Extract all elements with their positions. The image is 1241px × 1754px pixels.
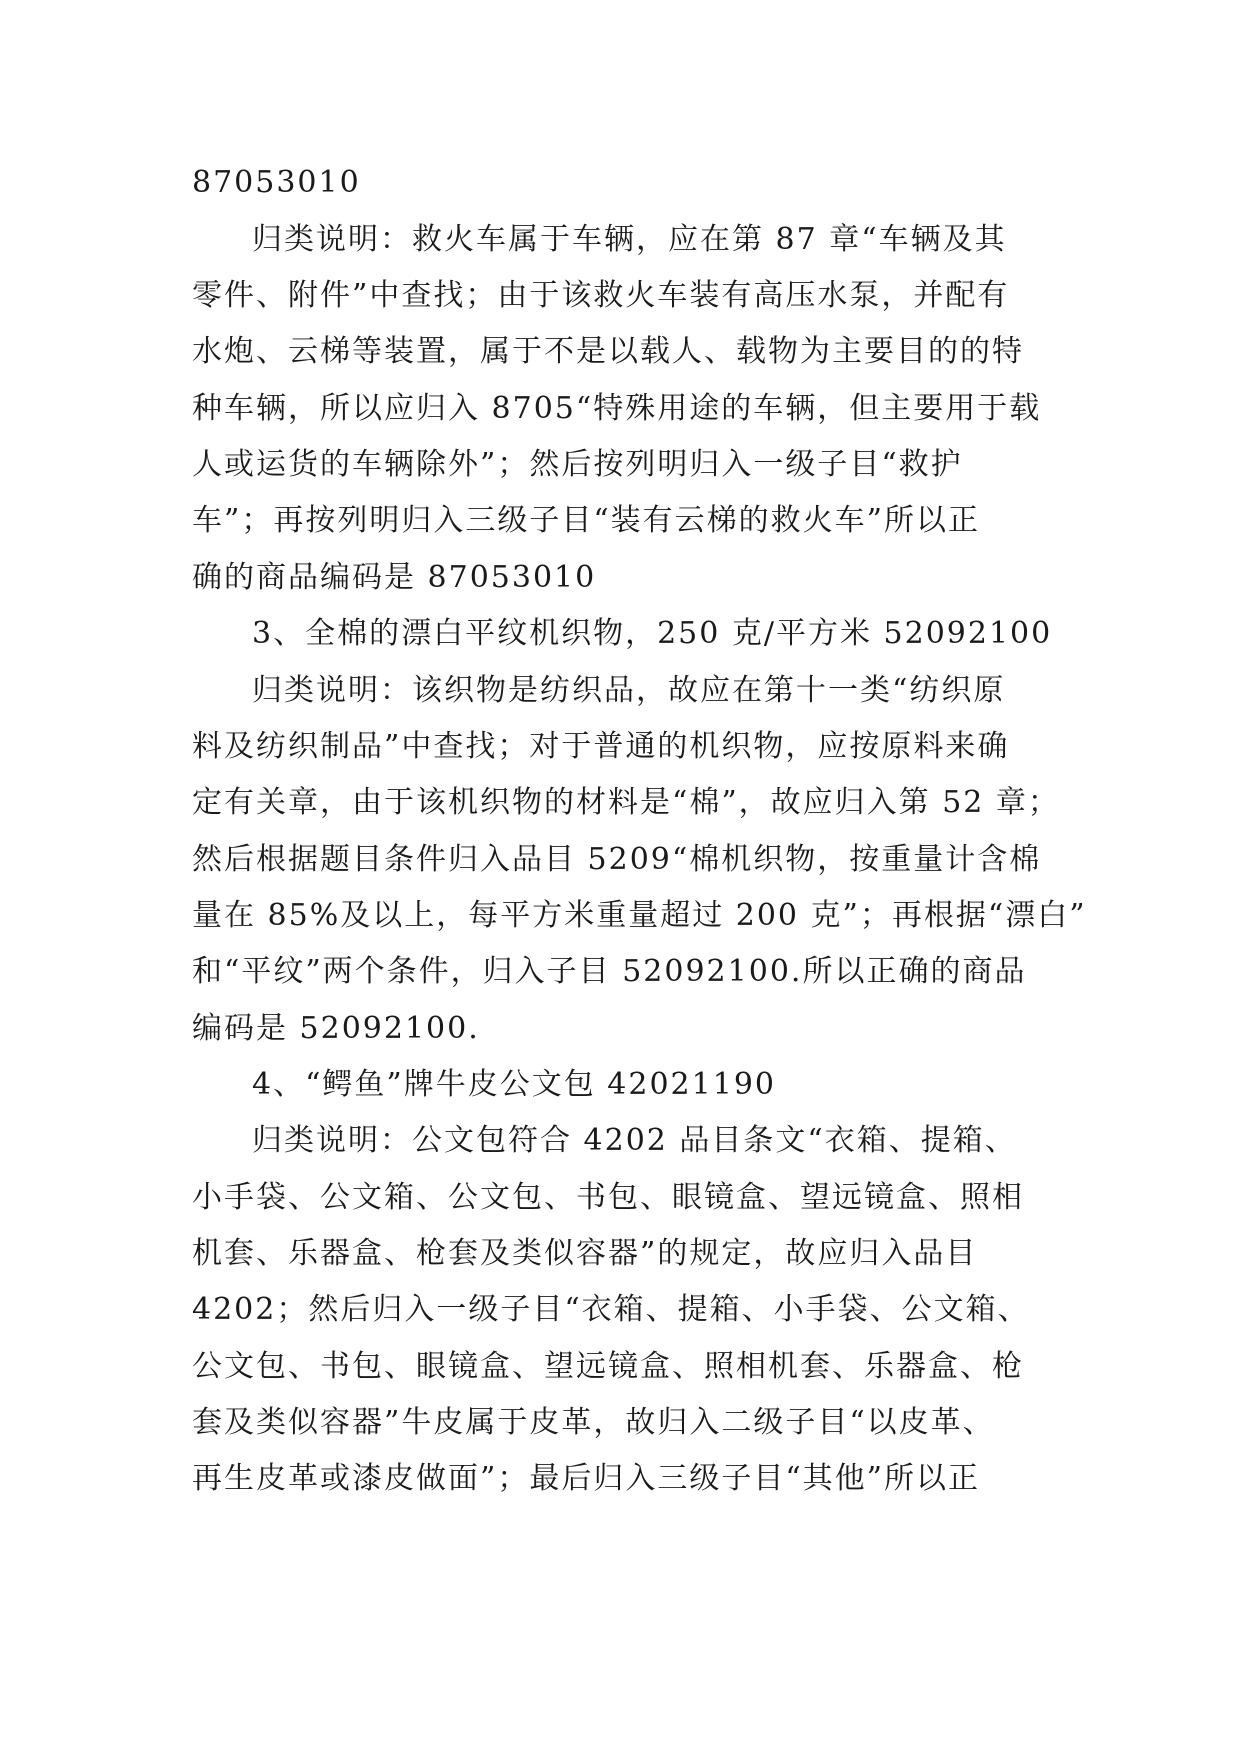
text-line: 归类说明：公文包符合 4202 品目条文“衣箱、提箱、	[252, 1123, 1017, 1158]
text-line: 确的商品编码是 87053010	[192, 560, 597, 595]
text-line: 然后根据题目条件归入品目 5209“棉机织物，按重量计含棉	[192, 842, 1042, 877]
text-line: 再生皮革或漆皮做面”；最后归入三级子目“其他”所以正	[192, 1461, 981, 1496]
text-line: 套及类似容器”牛皮属于皮革，故归入二级子目“以皮革、	[192, 1405, 995, 1440]
text-line: 料及纺织制品”中查找；对于普通的机织物，应按原料来确	[192, 729, 1010, 764]
text-line: 车”；再按列明归入三级子目“装有云梯的救火车”所以正	[192, 503, 981, 538]
text-line: 和“平纹”两个条件，归入子目 52092100.所以正确的商品	[192, 954, 1027, 989]
text-line: 编码是 52092100.	[192, 1011, 480, 1046]
text-line: 零件、附件”中查找；由于该救火车装有高压水泵，并配有	[192, 278, 1010, 313]
text-line: 3、全棉的漂白平纹机织物，250 克/平方米 52092100	[252, 616, 1053, 651]
text-line: 归类说明：救火车属于车辆，应在第 87 章“车辆及其	[252, 222, 1007, 257]
text-line: 归类说明：该织物是纺织品，故应在第十一类“纺织原	[252, 673, 1006, 708]
text-line: 人或运货的车辆除外”；然后按列明归入一级子目“救护	[192, 447, 963, 482]
text-line: 水炮、云梯等装置，属于不是以载人、载物为主要目的的特	[192, 334, 1024, 369]
text-line: 87053010	[192, 165, 361, 200]
text-line: 4、“鳄鱼”牌牛皮公文包 42021190	[252, 1067, 776, 1102]
text-line: 机套、乐器盒、枪套及类似容器”的规定，故应归入品目	[192, 1236, 978, 1271]
text-line: 小手袋、公文箱、公文包、书包、眼镜盒、望远镜盒、照相	[192, 1180, 1024, 1215]
text-line: 公文包、书包、眼镜盒、望远镜盒、照相机套、乐器盒、枪	[192, 1349, 1024, 1384]
text-line: 定有关章，由于该机织物的材料是“棉”，故应归入第 52 章；	[192, 785, 1060, 820]
text-line: 量在 85%及以上，每平方米重量超过 200 克”；再根据“漂白”	[192, 898, 1087, 933]
text-line: 种车辆，所以应归入 8705“特殊用途的车辆，但主要用于载	[192, 391, 1042, 426]
text-line: 4202；然后归入一级子目“衣箱、提箱、小手袋、公文箱、	[192, 1292, 1030, 1327]
